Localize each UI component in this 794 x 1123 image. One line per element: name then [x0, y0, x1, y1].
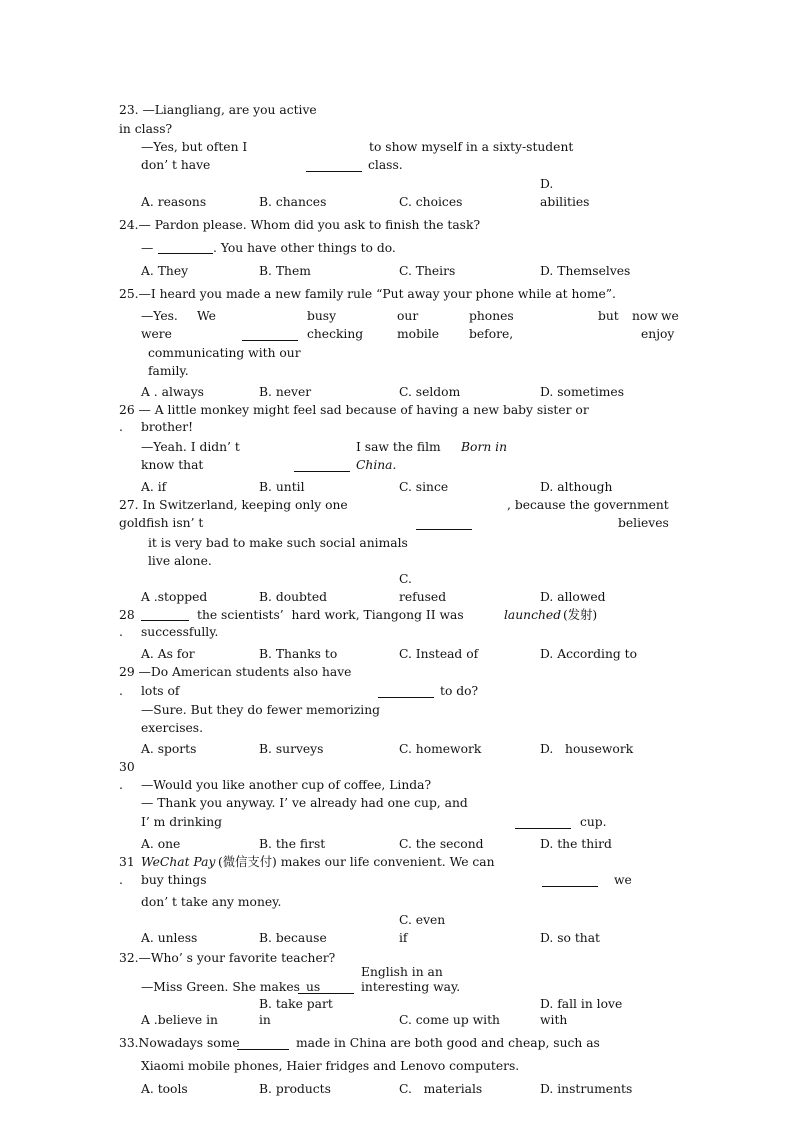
- q33-option-b: B. products: [259, 1082, 331, 1096]
- q25-word: busy: [307, 309, 337, 323]
- q25-word: before,: [469, 327, 514, 341]
- q32-option-b: in: [259, 1013, 271, 1027]
- q26-response-line2: know that: [141, 458, 204, 472]
- q23-option-c: C. choices: [399, 195, 463, 209]
- q25-option-c: C. seldom: [399, 385, 461, 399]
- q32-line2: —Miss Green. She makes: [141, 980, 300, 994]
- q30-option-a: A. one: [141, 837, 181, 851]
- q27-option-b: B. doubted: [259, 590, 328, 604]
- q27-option-c-letter: C.: [399, 572, 412, 586]
- q31-stem: (微信支付) makes our life convenient. We can: [218, 855, 495, 869]
- q23-option-a: A. reasons: [141, 195, 207, 209]
- q32-option-a: A .believe in: [141, 1013, 218, 1027]
- q23-response-cont: to show myself in a sixty-student: [369, 140, 574, 154]
- q23-option-b: B. chances: [259, 195, 327, 209]
- q32-line2-top: English in an: [361, 965, 443, 979]
- q25-word: —Yes.: [141, 309, 178, 323]
- q31-blank: [542, 886, 598, 887]
- q33-stem: 33.Nowadays some: [119, 1036, 240, 1050]
- q25-word: we: [661, 309, 679, 323]
- q25-word: now: [632, 309, 658, 323]
- q25-word: mobile: [397, 327, 440, 341]
- q29-option-a: A. sports: [141, 742, 197, 756]
- q27-option-a: A .stopped: [141, 590, 208, 604]
- q27-line3: it is very bad to make such social animals: [148, 536, 408, 550]
- q23-response-line2: don’ t have: [141, 158, 211, 172]
- q23-option-d-letter: D.: [540, 177, 554, 191]
- q26-option-c: C. since: [399, 480, 449, 494]
- q32-blank: [298, 993, 354, 994]
- q28-stem-cont: successfully.: [141, 625, 219, 639]
- q23-stem: 23. —Liangliang, are you active: [119, 103, 317, 117]
- q29-dot: .: [119, 684, 123, 698]
- q29-line2-end: to do?: [440, 684, 479, 698]
- q29-option-b: B. surveys: [259, 742, 324, 756]
- q25-option-b: B. never: [259, 385, 312, 399]
- q31-option-a: A. unless: [141, 931, 198, 945]
- q29-line2: lots of: [141, 684, 180, 698]
- q26-film-title: Born in: [461, 440, 507, 454]
- q23-blank: [306, 171, 362, 172]
- q25-word: were: [141, 327, 172, 341]
- q32-line2-end: interesting way.: [361, 980, 461, 994]
- q31-option-b: B. because: [259, 931, 327, 945]
- q27-stem-line2: goldfish isn’ t: [119, 516, 204, 530]
- q25-word: our: [397, 309, 419, 323]
- q28-stem: the scientists’ hard work, Tiangong II was: [197, 608, 464, 622]
- q24-response-dash: —: [141, 241, 154, 255]
- q29-line3: —Sure. But they do fewer memorizing: [141, 703, 381, 717]
- q31-brand: WeChat Pay: [141, 855, 216, 869]
- q33-option-c: C. materials: [399, 1082, 483, 1096]
- q27-stem-line2-end: believes: [618, 516, 669, 530]
- q26-response: —Yeah. I didn’ t: [141, 440, 240, 454]
- q23-stem-cont: in class?: [119, 122, 173, 136]
- q31-dot: .: [119, 873, 123, 887]
- q31-line3: don’ t take any money.: [141, 895, 282, 909]
- q25-word: We: [197, 309, 216, 323]
- q24-option-c: C. Theirs: [399, 264, 456, 278]
- q27-line4: live alone.: [148, 554, 212, 568]
- q25-blank: [242, 340, 298, 341]
- q30-dot: .: [119, 778, 123, 792]
- q23-response: —Yes, but often I: [141, 140, 248, 154]
- q30-line3-end: cup.: [580, 815, 607, 829]
- q30-option-b: B. the first: [259, 837, 326, 851]
- q33-option-d: D. instruments: [540, 1082, 633, 1096]
- q30-line3: I’ m drinking: [141, 815, 223, 829]
- q27-option-c: refused: [399, 590, 447, 604]
- q27-stem-cont: , because the government: [507, 498, 669, 512]
- q24-option-d: D. Themselves: [540, 264, 631, 278]
- q28-number: 28: [119, 608, 135, 622]
- q30-option-d: D. the third: [540, 837, 612, 851]
- q32-underlined-word: us: [306, 980, 321, 994]
- q25-option-a: A . always: [141, 385, 204, 399]
- q26-stem-cont: brother!: [141, 420, 194, 434]
- q26-stem: 26 — A little monkey might feel sad because of having a new baby sister or: [119, 403, 589, 417]
- q32-option-c: C. come up with: [399, 1013, 500, 1027]
- q31-option-d: D. so that: [540, 931, 600, 945]
- q33-stem-cont: made in China are both good and cheap, such as: [296, 1036, 600, 1050]
- q30-blank: [515, 828, 571, 829]
- q28-option-d: D. According to: [540, 647, 638, 661]
- q26-option-a: A. if: [141, 480, 167, 494]
- q27-blank: [416, 529, 472, 530]
- q28-blank: [141, 620, 189, 621]
- q24-option-a: A. They: [141, 264, 189, 278]
- q28-italic-word: launched: [504, 608, 562, 622]
- q30-line2: — Thank you anyway. I’ ve already had one cup, and: [141, 796, 468, 810]
- q24-response: . You have other things to do.: [213, 241, 396, 255]
- q25-option-d: D. sometimes: [540, 385, 625, 399]
- q32-option-d-top: D. fall in love: [540, 997, 623, 1011]
- q31-number: 31: [119, 855, 135, 869]
- q25-line3: communicating with our: [148, 346, 301, 360]
- q31-line2: buy things: [141, 873, 207, 887]
- q28-option-c: C. Instead of: [399, 647, 479, 661]
- q26-dot: .: [119, 420, 123, 434]
- q28-option-b: B. Thanks to: [259, 647, 338, 661]
- q28-dot: .: [119, 625, 123, 639]
- q25-stem: 25.—I heard you made a new family rule “Put away your phone while at home”.: [119, 287, 616, 301]
- q25-word: enjoy: [641, 327, 675, 341]
- q25-word: but: [598, 309, 619, 323]
- q29-option-d: D. housework: [540, 742, 634, 756]
- q28-option-a: A. As for: [141, 647, 195, 661]
- q31-option-c-top: C. even: [399, 913, 446, 927]
- q29-blank: [378, 697, 434, 698]
- q26-response-cont: I saw the film: [356, 440, 441, 454]
- q29-stem: 29 —Do American students also have: [119, 665, 352, 679]
- q30-option-c: C. the second: [399, 837, 484, 851]
- q32-stem: 32.—Who’ s your favorite teacher?: [119, 951, 336, 965]
- q33-blank: [237, 1049, 289, 1050]
- q30-stem: —Would you like another cup of coffee, Linda?: [141, 778, 432, 792]
- q32-option-d: with: [540, 1013, 568, 1027]
- q25-word: phones: [469, 309, 514, 323]
- q32-option-b-top: B. take part: [259, 997, 333, 1011]
- q23-response-end: class.: [368, 158, 403, 172]
- q31-option-c: if: [399, 931, 408, 945]
- q24-stem: 24.— Pardon please. Whom did you ask to finish the task?: [119, 218, 481, 232]
- q30-number: 30: [119, 760, 135, 774]
- q24-option-b: B. Them: [259, 264, 311, 278]
- q27-option-d: D. allowed: [540, 590, 606, 604]
- q24-blank: [158, 253, 213, 254]
- q25-line4: family.: [148, 364, 189, 378]
- q31-line2-end: we: [614, 873, 632, 887]
- q27-stem: 27. In Switzerland, keeping only one: [119, 498, 348, 512]
- q33-option-a: A. tools: [141, 1082, 188, 1096]
- q26-option-b: B. until: [259, 480, 305, 494]
- q29-line4: exercises.: [141, 721, 203, 735]
- q25-word: checking: [307, 327, 364, 341]
- q28-gloss: (发射): [563, 608, 598, 622]
- q26-option-d: D. although: [540, 480, 613, 494]
- q29-option-c: C. homework: [399, 742, 482, 756]
- q26-film-title-cont: China.: [356, 458, 397, 472]
- q23-option-d: abilities: [540, 195, 590, 209]
- q33-line2: Xiaomi mobile phones, Haier fridges and Lenovo computers.: [141, 1059, 520, 1073]
- q26-blank: [294, 471, 350, 472]
